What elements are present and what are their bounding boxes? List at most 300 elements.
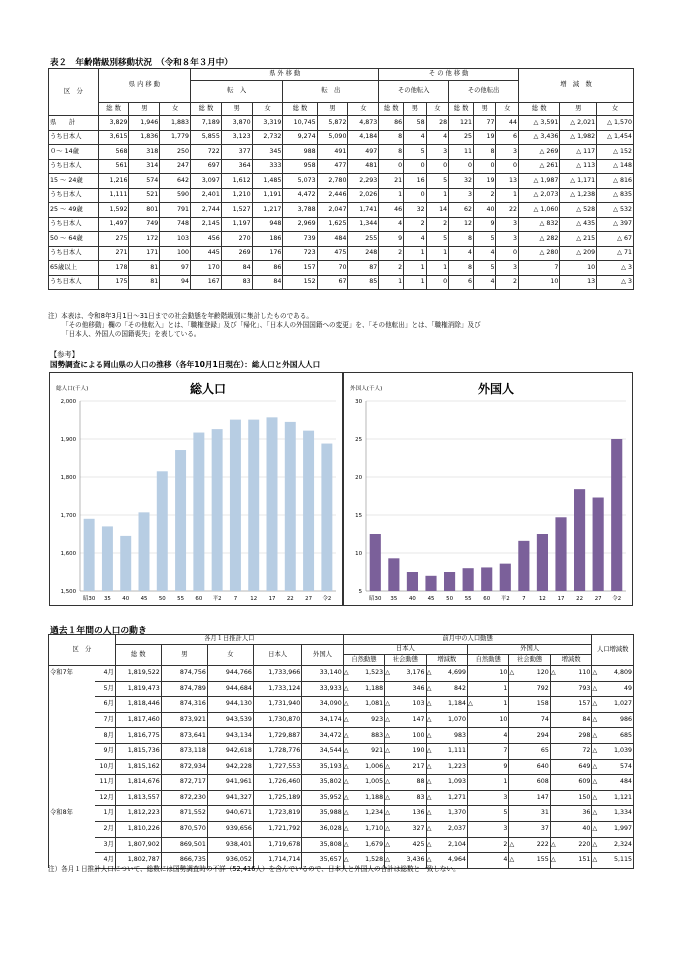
- triangle-mark: △: [426, 681, 438, 697]
- header-natural: 自然動態: [467, 655, 508, 666]
- triangle-mark: △: [467, 697, 479, 713]
- table-cell: 5: [404, 145, 426, 160]
- table-cell: 642: [160, 174, 191, 189]
- table-cell: 4: [449, 247, 474, 261]
- bar: [157, 471, 168, 591]
- table-cell: 1,730,870: [253, 712, 301, 728]
- table-cell: 1: [479, 775, 509, 791]
- triangle-mark: △: [592, 790, 604, 806]
- triangle-mark: △: [592, 775, 604, 791]
- bar: [611, 439, 622, 591]
- table-cell: 84: [221, 261, 252, 276]
- table-cell: 31: [520, 806, 550, 822]
- month-label: 4月: [95, 666, 116, 682]
- table-cell: 10: [479, 666, 509, 682]
- header-tennyu: 転 入: [191, 81, 283, 103]
- table-cell: 2: [426, 218, 448, 232]
- table-cell: 1,523: [355, 666, 385, 682]
- y-tick-label: 10: [355, 551, 362, 557]
- table-cell: 33,933: [302, 681, 343, 697]
- header-total: 総 数: [115, 645, 161, 666]
- table-cell: 475: [317, 247, 348, 261]
- table-row: [49, 232, 634, 247]
- header-sonota-out: その他転出: [449, 81, 519, 103]
- table-cell: 150: [562, 790, 592, 806]
- table-cell: 4,472: [283, 189, 317, 203]
- table-cell: 0: [404, 189, 426, 203]
- table-cell: 943,539: [207, 712, 253, 728]
- table-cell: 4,809: [603, 666, 633, 682]
- table-cell: 7: [479, 743, 509, 759]
- table-cell: 1: [404, 261, 426, 276]
- x-tick-label: 27: [305, 596, 313, 602]
- table-cell: 921: [355, 743, 385, 759]
- chart-title: 外国人: [477, 382, 515, 396]
- table-cell: △ 3: [597, 261, 634, 276]
- table-cell: 723: [283, 247, 317, 261]
- x-tick-label: 45: [140, 596, 148, 602]
- table-cell: 1,039: [603, 743, 633, 759]
- table-cell: 19: [474, 131, 496, 145]
- triangle-mark: △: [343, 837, 355, 853]
- table-cell: 4: [404, 232, 426, 247]
- table-cell: 248: [348, 247, 379, 261]
- table-cell: 6: [449, 276, 474, 290]
- triangle-mark: △: [550, 666, 562, 682]
- y-tick-label: 1,500: [60, 589, 76, 595]
- bar: [407, 572, 418, 591]
- header-row: [49, 69, 634, 81]
- row-label: 15 ～ 24歳: [49, 174, 99, 189]
- table-cell: 986: [603, 712, 633, 728]
- table-cell: 147: [520, 790, 550, 806]
- table-cell: 175: [98, 276, 129, 290]
- table-cell: 1,836: [129, 131, 160, 145]
- table-cell: 1,216: [98, 174, 129, 189]
- table-cell: 1,741: [348, 203, 379, 218]
- table-cell: 86: [379, 116, 404, 131]
- table-cell: 944,766: [207, 666, 253, 682]
- table-cell: 1,223: [438, 759, 468, 775]
- bar: [193, 433, 204, 591]
- table-row: [49, 790, 634, 806]
- table-cell: 84: [252, 276, 283, 290]
- table-cell: 4: [379, 218, 404, 232]
- header-fr2: 外国人: [467, 645, 591, 655]
- table-cell: 871,552: [161, 806, 207, 822]
- table-cell: 151: [562, 853, 592, 869]
- header-male: 男: [474, 103, 496, 116]
- bar: [537, 534, 548, 591]
- table-cell: 988: [283, 145, 317, 160]
- table-cell: 220: [562, 837, 592, 853]
- table-cell: 65: [520, 743, 550, 759]
- triangle-mark: [467, 712, 479, 728]
- header-estimate: 各月１日推計人口: [115, 635, 343, 645]
- table-row: [49, 160, 634, 174]
- table-cell: 869,501: [161, 837, 207, 853]
- table-cell: 1,815,162: [115, 759, 161, 775]
- triangle-mark: △: [550, 837, 562, 853]
- table-cell: 269: [221, 247, 252, 261]
- triangle-mark: [385, 681, 397, 697]
- table-row: [49, 247, 634, 261]
- triangle-mark: [467, 775, 479, 791]
- table-cell: 936,052: [207, 853, 253, 869]
- table-cell: 1,728,776: [253, 743, 301, 759]
- year-label: [49, 775, 95, 791]
- table-cell: 9: [379, 232, 404, 247]
- triangle-mark: [467, 837, 479, 853]
- header-total: 総 数: [519, 103, 560, 116]
- table2-title: 過去１年間の人口の動き: [50, 626, 147, 636]
- note-line: 「その他移動」欄の「その他転入」とは、「職権登録」及び「帰化」、「日本人の外国国籍への変更」を、「その他転出」とは、「職権消除」及び: [62, 321, 481, 329]
- header-fr: 外国人: [302, 645, 343, 666]
- row-label: 25 ～ 49歳: [49, 203, 99, 218]
- header-male: 男: [129, 103, 160, 116]
- table-cell: 497: [348, 145, 379, 160]
- triangle-mark: △: [343, 775, 355, 791]
- table-cell: 1,070: [438, 712, 468, 728]
- table-cell: 1,006: [355, 759, 385, 775]
- table-cell: 32: [404, 203, 426, 218]
- month-label: 9月: [95, 743, 116, 759]
- year-label: [49, 697, 95, 713]
- table-cell: 1,592: [98, 203, 129, 218]
- table-cell: 327: [396, 821, 426, 837]
- table-cell: 186: [252, 232, 283, 247]
- year-label: [49, 681, 95, 697]
- header-total: 総 数: [379, 103, 404, 116]
- table-cell: 874,756: [161, 666, 207, 682]
- table-cell: △ 816: [597, 174, 634, 189]
- table-cell: 1,814,676: [115, 775, 161, 791]
- table-cell: 4: [479, 853, 509, 869]
- table-cell: 1,731,940: [253, 697, 301, 713]
- x-tick-label: 12: [538, 596, 546, 602]
- table-cell: △ 152: [597, 145, 634, 160]
- header-male: 男: [404, 103, 426, 116]
- header-row: [49, 635, 634, 645]
- table-cell: 1,721,792: [253, 821, 301, 837]
- triangle-mark: △: [592, 743, 604, 759]
- table-cell: 83: [396, 790, 426, 806]
- table-cell: 67: [317, 276, 348, 290]
- table-cell: 2,401: [191, 189, 222, 203]
- table-cell: 40: [562, 821, 592, 837]
- table-cell: 0: [449, 160, 474, 174]
- table-cell: △ 435: [560, 218, 597, 232]
- x-tick-label: 7: [233, 596, 238, 602]
- table-cell: △ 1,570: [597, 116, 634, 131]
- table-cell: 2,145: [191, 218, 222, 232]
- triangle-mark: △: [426, 666, 438, 682]
- row-label: 65歳以上: [49, 261, 99, 276]
- x-tick-label: 35: [103, 596, 111, 602]
- triangle-mark: △: [385, 666, 397, 682]
- triangle-mark: [467, 790, 479, 806]
- table-cell: 983: [438, 728, 468, 744]
- header-male: 男: [221, 103, 252, 116]
- x-tick-label: 35: [390, 596, 398, 602]
- table-cell: 2: [496, 276, 519, 290]
- table-cell: 1,679: [355, 837, 385, 853]
- table-cell: 3: [496, 218, 519, 232]
- x-tick-label: 昭30: [369, 596, 382, 602]
- table-cell: △ 209: [560, 247, 597, 261]
- table1-title: 表２ 年齢階級別移動状況 （令和８年３月中）: [50, 58, 233, 68]
- triangle-mark: [509, 681, 521, 697]
- table-cell: 3,788: [283, 203, 317, 218]
- header-natural: 自然動態: [343, 655, 384, 666]
- triangle-mark: △: [426, 790, 438, 806]
- table-cell: 2: [379, 247, 404, 261]
- month-label: 6月: [95, 697, 116, 713]
- x-tick-label: 40: [408, 596, 416, 602]
- header-jp: 日本人: [253, 645, 301, 666]
- table-cell: 10: [519, 276, 560, 290]
- table-cell: 14: [426, 203, 448, 218]
- table-cell: 62: [449, 203, 474, 218]
- table-cell: 72: [562, 743, 592, 759]
- table-cell: 649: [562, 759, 592, 775]
- header-total: 総 数: [191, 103, 222, 116]
- table-cell: 4,873: [348, 116, 379, 131]
- table-cell: 1,813,557: [115, 790, 161, 806]
- x-tick-label: 60: [483, 596, 491, 602]
- table-cell: 942,618: [207, 743, 253, 759]
- year-label: 令和8年: [49, 806, 95, 822]
- table-cell: △ 117: [560, 145, 597, 160]
- triangle-mark: △: [426, 728, 438, 744]
- triangle-mark: △: [343, 743, 355, 759]
- table-cell: 8: [379, 145, 404, 160]
- table-cell: 5: [426, 232, 448, 247]
- year-label: 令和7年: [49, 666, 95, 682]
- table-cell: 86: [252, 261, 283, 276]
- year-label: [49, 837, 95, 853]
- table-row: [49, 116, 634, 131]
- header-change: 増減数: [426, 655, 467, 666]
- header-female: 女: [252, 103, 283, 116]
- table-cell: 7: [519, 261, 560, 276]
- table-cell: 1,527: [221, 203, 252, 218]
- bar: [321, 444, 332, 591]
- table-cell: 3,436: [396, 853, 426, 869]
- table-cell: 35,988: [302, 806, 343, 822]
- table-cell: 9,274: [283, 131, 317, 145]
- table-cell: 574: [129, 174, 160, 189]
- table-cell: 103: [160, 232, 191, 247]
- x-tick-label: 昭30: [83, 596, 96, 602]
- table-cell: 1,819,473: [115, 681, 161, 697]
- x-tick-label: 7: [522, 596, 526, 602]
- bar: [285, 422, 296, 591]
- year-label: [49, 759, 95, 775]
- table-cell: 2,744: [191, 203, 222, 218]
- bar: [303, 431, 314, 591]
- table-cell: 1,815,736: [115, 743, 161, 759]
- table-cell: 34,174: [302, 712, 343, 728]
- table-cell: 5,073: [283, 174, 317, 189]
- table-cell: 1,370: [438, 806, 468, 822]
- triangle-mark: △: [426, 759, 438, 775]
- x-tick-label: 平2: [212, 596, 222, 602]
- table-cell: 1,812,223: [115, 806, 161, 822]
- table-cell: 942,228: [207, 759, 253, 775]
- table-cell: 1,081: [355, 697, 385, 713]
- x-tick-label: 12: [250, 596, 258, 602]
- table-cell: 1,005: [355, 775, 385, 791]
- header-social: 社会動態: [385, 655, 426, 666]
- y-tick-label: 2,000: [60, 399, 76, 405]
- table-cell: 35,193: [302, 759, 343, 775]
- y-axis-title: 総人口(千人): [56, 386, 89, 392]
- table-cell: 4: [474, 276, 496, 290]
- triangle-mark: △: [343, 712, 355, 728]
- table1-notes: [48, 312, 481, 339]
- table-cell: 77: [474, 116, 496, 131]
- x-tick-label: 令2: [322, 596, 332, 602]
- header-female: 女: [496, 103, 519, 116]
- table-cell: 318: [129, 145, 160, 160]
- table-row: [49, 131, 634, 145]
- triangle-mark: [509, 790, 521, 806]
- table-cell: △ 67: [597, 232, 634, 247]
- x-tick-label: 22: [286, 596, 294, 602]
- bar: [518, 541, 529, 591]
- year-label: [49, 790, 95, 806]
- table-cell: 1,733,124: [253, 681, 301, 697]
- table-cell: 491: [317, 145, 348, 160]
- table-cell: 944,684: [207, 681, 253, 697]
- table-row: [49, 218, 634, 232]
- table-cell: 2,104: [438, 837, 468, 853]
- table-cell: △ 148: [597, 160, 634, 174]
- table-cell: 275: [98, 232, 129, 247]
- table-cell: 8: [474, 145, 496, 160]
- table-row: [49, 821, 634, 837]
- table-cell: 640: [520, 759, 550, 775]
- triangle-mark: △: [426, 806, 438, 822]
- table-cell: 1,779: [160, 131, 191, 145]
- table-row: [49, 775, 634, 791]
- row-label: うち日本人: [49, 131, 99, 145]
- header-kengai: 県 外 移 動: [191, 69, 379, 81]
- table-cell: 1,197: [221, 218, 252, 232]
- triangle-mark: [550, 821, 562, 837]
- table-cell: 12: [449, 218, 474, 232]
- table-cell: 157: [562, 697, 592, 713]
- triangle-mark: △: [426, 743, 438, 759]
- table-cell: 190: [396, 743, 426, 759]
- table-cell: 0: [474, 160, 496, 174]
- bar: [230, 420, 241, 591]
- triangle-mark: △: [592, 681, 604, 697]
- table-cell: 85: [348, 276, 379, 290]
- table-cell: 3: [496, 261, 519, 276]
- table-cell: 35,657: [302, 853, 343, 869]
- row-label: うち日本人: [49, 247, 99, 261]
- table-cell: 1,188: [355, 790, 385, 806]
- bar: [370, 534, 381, 591]
- table-cell: 574: [603, 759, 633, 775]
- table-cell: 3,829: [98, 116, 129, 131]
- table-cell: 35,808: [302, 837, 343, 853]
- table-cell: 477: [317, 160, 348, 174]
- table-cell: 25: [449, 131, 474, 145]
- table-cell: 1,723,819: [253, 806, 301, 822]
- x-tick-label: 17: [268, 596, 276, 602]
- table-cell: 8: [379, 131, 404, 145]
- table-cell: 170: [191, 261, 222, 276]
- x-tick-label: 55: [464, 596, 472, 602]
- table-cell: △ 215: [560, 232, 597, 247]
- y-tick-label: 1,600: [60, 551, 76, 557]
- table-cell: 1,497: [98, 218, 129, 232]
- table-cell: 2,969: [283, 218, 317, 232]
- y-tick-label: 1,800: [60, 475, 76, 481]
- table-cell: 46: [379, 203, 404, 218]
- table-cell: 5,872: [317, 116, 348, 131]
- triangle-mark: △: [592, 712, 604, 728]
- table-cell: 364: [221, 160, 252, 174]
- table-cell: 5: [479, 806, 509, 822]
- x-tick-label: 50: [446, 596, 454, 602]
- table-cell: 3,097: [191, 174, 222, 189]
- table-cell: 3: [479, 821, 509, 837]
- table-cell: 872,717: [161, 775, 207, 791]
- header-female: 女: [348, 103, 379, 116]
- header-jp2: 日本人: [343, 645, 467, 655]
- header-total: 総 数: [98, 103, 129, 116]
- table-cell: 176: [252, 247, 283, 261]
- table-cell: 28: [426, 116, 448, 131]
- table-cell: 521: [129, 189, 160, 203]
- table-cell: 33,140: [302, 666, 343, 682]
- triangle-mark: △: [385, 790, 397, 806]
- table-cell: 58: [404, 116, 426, 131]
- triangle-mark: △: [592, 666, 604, 682]
- table-cell: 2,293: [348, 174, 379, 189]
- table-cell: △ 835: [597, 189, 634, 203]
- triangle-mark: [550, 697, 562, 713]
- y-tick-label: 25: [355, 437, 362, 443]
- table-cell: 103: [396, 697, 426, 713]
- age-migration-table: [48, 68, 634, 290]
- table-cell: 866,735: [161, 853, 207, 869]
- ref-title: 国勢調査による岡山県の人口の推移（各年10月1日現在）：総人口と外国人人口: [50, 360, 321, 369]
- header-kubun: 区 分: [49, 635, 116, 666]
- table-cell: 21: [379, 174, 404, 189]
- month-label: 8月: [95, 728, 116, 744]
- x-tick-label: 27: [594, 596, 602, 602]
- x-tick-label: 平2: [500, 596, 510, 602]
- table-cell: 1,210: [221, 189, 252, 203]
- table-cell: 88: [396, 775, 426, 791]
- triangle-mark: △: [385, 712, 397, 728]
- table-cell: 1,807,902: [115, 837, 161, 853]
- row-label: うち日本人: [49, 160, 99, 174]
- row-label: うち日本人: [49, 276, 99, 290]
- table-cell: 791: [160, 203, 191, 218]
- header-sonota: そ の 他 移 動: [379, 69, 519, 81]
- table-cell: 250: [160, 145, 191, 160]
- triangle-mark: △: [592, 837, 604, 853]
- table-cell: △ 280: [519, 247, 560, 261]
- table-cell: 1,810,226: [115, 821, 161, 837]
- table-cell: 484: [317, 232, 348, 247]
